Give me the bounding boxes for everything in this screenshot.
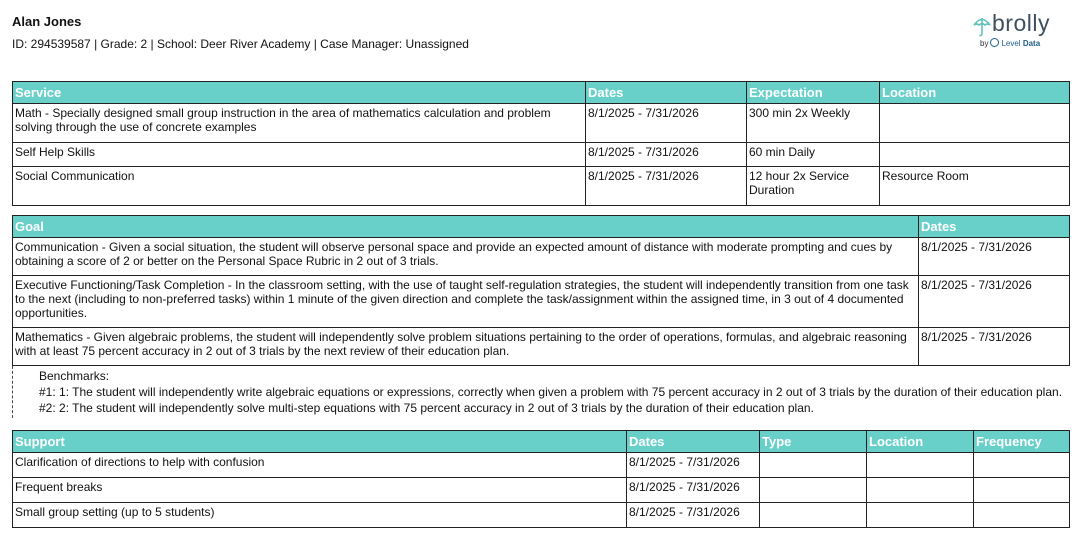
table-row [13,453,1070,478]
supports-header-dates: Dates [627,431,760,453]
supports-table [12,430,1070,528]
goals-header-dates: Dates [919,216,1070,238]
supports-header-support: Support [13,431,627,453]
goal-text: Mathematics - Given algebraic problems, the student will independently solve problem situations pertaining to the order of operations, formulas, and algebraic reasoning with at least 75 percent accuracy in 2 out of 3 trials by the next review of their education plan. [13,328,919,366]
level-data-icon [990,38,999,47]
benchmark-item: #2: 2: The student will independently solve multi-step equations with 75 percent accuracy in 2 out of 3 trials by the duration of their education plan. [39,401,814,415]
table-row [13,276,1070,328]
logo-by-text: by [980,39,989,48]
level-data-mark [980,38,1040,48]
benchmarks-row [13,366,1070,419]
support-type [760,453,867,478]
support-location [867,478,974,503]
service-dates: 8/1/2025 - 7/31/2026 [586,143,747,167]
student-header [12,14,469,51]
goal-text: Communication - Given a social situation, the student will observe personal space and provide an expected amount of distance with moderate prompting and cues by obtaining a score of 2 or better on the Personal Space Rubric in 2 out of 3 trials. [13,238,919,276]
service-dates: 8/1/2025 - 7/31/2026 [586,167,747,206]
service-name: Math - Specially designed small group instruction in the area of mathematics calculation and problem solving through the use of concrete examples [13,104,586,143]
table-row [13,328,1070,366]
service-location: Resource Room [880,167,1070,206]
goal-dates: 8/1/2025 - 7/31/2026 [919,328,1070,366]
table-row [13,478,1070,503]
support-dates: 8/1/2025 - 7/31/2026 [627,503,760,528]
benchmarks-title: Benchmarks: [39,369,110,383]
goal-dates: 8/1/2025 - 7/31/2026 [919,276,1070,328]
goal-dates: 8/1/2025 - 7/31/2026 [919,238,1070,276]
support-type [760,478,867,503]
service-location [880,104,1070,143]
goals-table [12,215,1070,418]
table-row [13,167,1070,206]
supports-header-frequency: Frequency [974,431,1070,453]
benchmark-item: #1: 1: The student will independently write algebraic equations or expressions, correctly when given a problem with 75 percent accuracy in 2 out of 3 trials by the duration of their education plan. [39,385,1063,399]
support-location [867,503,974,528]
service-location [880,143,1070,167]
services-header-expectation: Expectation [747,82,880,104]
support-name: Clarification of directions to help with confusion [13,453,627,478]
services-table [12,81,1070,206]
goals-header-goal: Goal [13,216,919,238]
support-frequency [974,503,1070,528]
table-row [13,238,1070,276]
table-row [13,104,1070,143]
brolly-logo [972,12,1072,52]
support-dates: 8/1/2025 - 7/31/2026 [627,478,760,503]
support-name: Small group setting (up to 5 students) [13,503,627,528]
support-location [867,453,974,478]
support-name: Frequent breaks [13,478,627,503]
goals-header-row [13,216,1070,238]
service-name: Social Communication [13,167,586,206]
supports-header-location: Location [867,431,974,453]
service-dates: 8/1/2025 - 7/31/2026 [586,104,747,143]
support-dates: 8/1/2025 - 7/31/2026 [627,453,760,478]
support-type [760,503,867,528]
service-expectation: 60 min Daily [747,143,880,167]
supports-header-row [13,431,1070,453]
benchmarks-cell [13,366,1070,419]
table-row [13,503,1070,528]
service-name: Self Help Skills [13,143,586,167]
service-expectation: 300 min 2x Weekly [747,104,880,143]
services-header-location: Location [880,82,1070,104]
logo-data-text: Data [1022,39,1041,48]
goal-text: Executive Functioning/Task Completion - In the classroom setting, with the use of taught self-regulation strategies, the student will independently transition from one task to the next (including to non-preferred tasks) within 1 minute of the given direction and complete the task/assignment within the assigned time, in 3 out of 4 documented opportunities. [13,276,919,328]
umbrella-icon [972,14,992,38]
services-header-service: Service [13,82,586,104]
supports-header-type: Type [760,431,867,453]
support-frequency [974,453,1070,478]
student-name: Alan Jones [12,14,82,29]
services-header-dates: Dates [586,82,747,104]
logo-level-text: Level [1001,39,1021,48]
services-header-row [13,82,1070,104]
support-frequency [974,478,1070,503]
service-expectation: 12 hour 2x Service Duration [747,167,880,206]
logo-wordmark: brolly [992,10,1050,36]
student-info: ID: 294539587 | Grade: 2 | School: Deer River Academy | Case Manager: Unassigned [12,37,469,51]
table-row [13,143,1070,167]
